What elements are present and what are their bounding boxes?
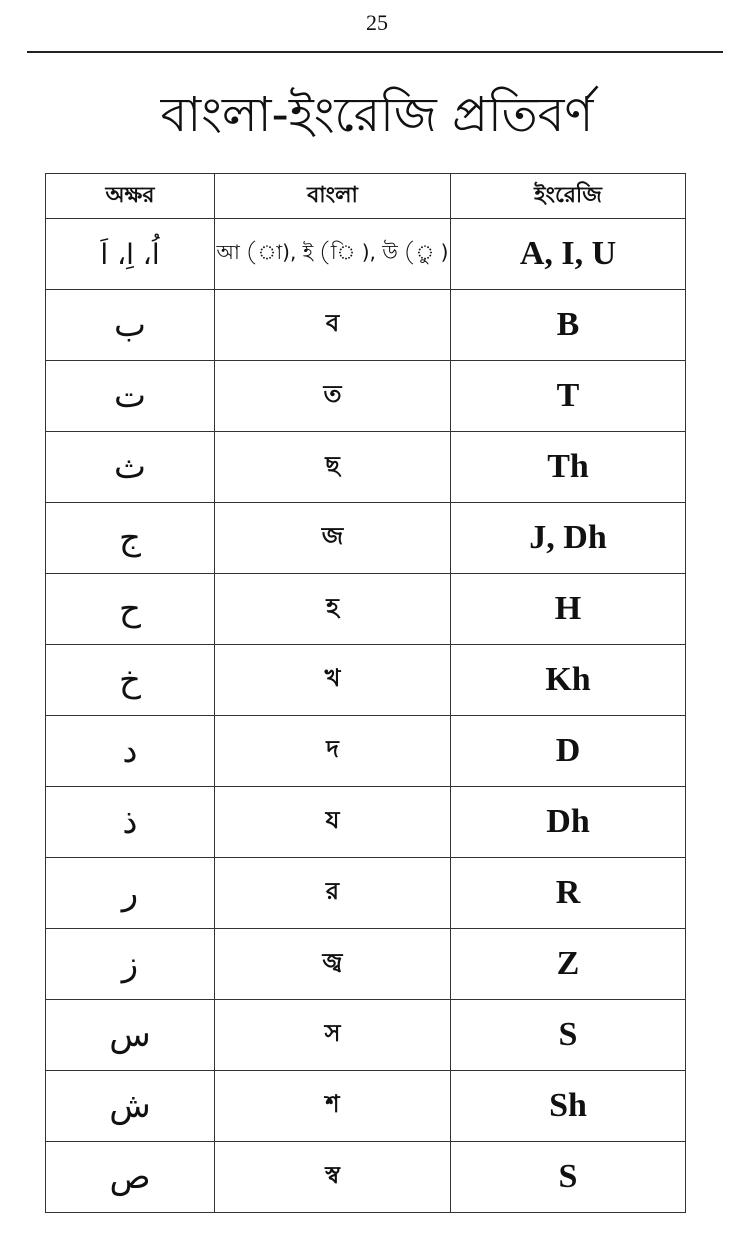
arabic-letter-cell: ز bbox=[46, 929, 215, 1000]
bangla-cell: ত bbox=[215, 361, 451, 432]
arabic-letter-cell: ر bbox=[46, 858, 215, 929]
english-cell: Th bbox=[451, 432, 686, 503]
column-header-english: ইংরেজি bbox=[451, 174, 686, 219]
english-cell: S bbox=[451, 1142, 686, 1213]
table-row bbox=[46, 858, 686, 929]
arabic-letter-cell: ش bbox=[46, 1071, 215, 1142]
english-cell: Sh bbox=[451, 1071, 686, 1142]
bangla-cell: স্ব bbox=[215, 1142, 451, 1213]
table-header-row bbox=[46, 174, 686, 219]
arabic-letter-cell: ذ bbox=[46, 787, 215, 858]
column-header-letter: অক্ষর bbox=[46, 174, 215, 219]
bangla-cell: খ bbox=[215, 645, 451, 716]
arabic-letter-cell: س bbox=[46, 1000, 215, 1071]
english-cell: Z bbox=[451, 929, 686, 1000]
arabic-letter-cell: خ bbox=[46, 645, 215, 716]
page-number: 25 bbox=[366, 10, 388, 35]
table-row bbox=[46, 1142, 686, 1213]
english-cell: Kh bbox=[451, 645, 686, 716]
table-row bbox=[46, 361, 686, 432]
bangla-cell: হ bbox=[215, 574, 451, 645]
bangla-cell: জ্ব bbox=[215, 929, 451, 1000]
arabic-letter-cell: ص bbox=[46, 1142, 215, 1213]
table-row bbox=[46, 929, 686, 1000]
table-row bbox=[46, 645, 686, 716]
arabic-letter-cell: ج bbox=[46, 503, 215, 574]
english-cell: H bbox=[451, 574, 686, 645]
english-cell: D bbox=[451, 716, 686, 787]
transliteration-table bbox=[45, 173, 686, 1213]
english-cell: R bbox=[451, 858, 686, 929]
english-cell: S bbox=[451, 1000, 686, 1071]
table-row bbox=[46, 716, 686, 787]
table-row bbox=[46, 1071, 686, 1142]
bangla-cell: ব bbox=[215, 290, 451, 361]
table-row bbox=[46, 432, 686, 503]
table-row bbox=[46, 290, 686, 361]
table-row bbox=[46, 787, 686, 858]
arabic-letter-cell: ت bbox=[46, 361, 215, 432]
english-cell: A, I, U bbox=[451, 219, 686, 290]
english-cell: B bbox=[451, 290, 686, 361]
arabic-letter-cell: ب bbox=[46, 290, 215, 361]
english-cell: T bbox=[451, 361, 686, 432]
bangla-cell: র bbox=[215, 858, 451, 929]
column-header-bangla: বাংলা bbox=[215, 174, 451, 219]
header-divider bbox=[27, 51, 723, 53]
bangla-cell: জ bbox=[215, 503, 451, 574]
table-row bbox=[46, 1000, 686, 1071]
bangla-cell: আ (া), ই (ি ), উ (ু ) bbox=[215, 219, 451, 290]
english-cell: Dh bbox=[451, 787, 686, 858]
table-row bbox=[46, 219, 686, 290]
bangla-cell: শ bbox=[215, 1071, 451, 1142]
page-title: বাংলা-ইংরেজি প্রতিবর্ণ bbox=[160, 87, 594, 143]
bangla-cell: য bbox=[215, 787, 451, 858]
table-row bbox=[46, 574, 686, 645]
arabic-letter-cell: اُ، اِ، اَ bbox=[46, 219, 215, 290]
table-row bbox=[46, 503, 686, 574]
bangla-cell: স bbox=[215, 1000, 451, 1071]
arabic-letter-cell: ح bbox=[46, 574, 215, 645]
english-cell: J, Dh bbox=[451, 503, 686, 574]
arabic-letter-cell: ث bbox=[46, 432, 215, 503]
bangla-cell: ছ bbox=[215, 432, 451, 503]
arabic-letter-cell: د bbox=[46, 716, 215, 787]
bangla-cell: দ bbox=[215, 716, 451, 787]
